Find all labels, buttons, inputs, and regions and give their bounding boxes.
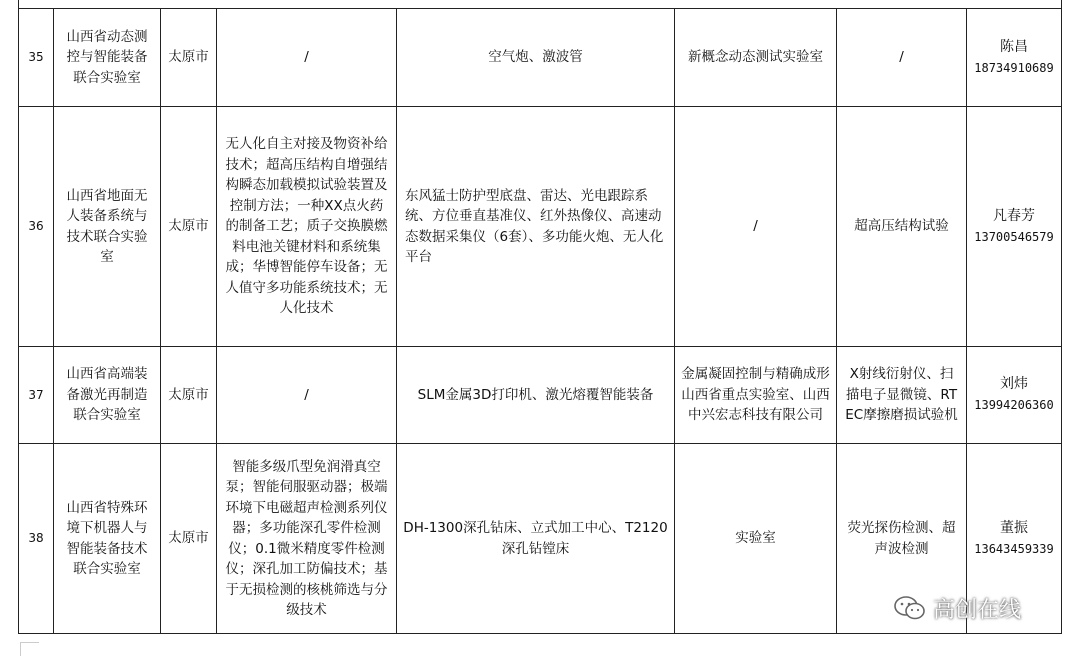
- table-border-top-right: [1061, 0, 1062, 8]
- table-row: [19, 9, 1062, 107]
- contact-name: 董振: [1000, 519, 1028, 536]
- service: X射线衍射仪、扫描电子显微镜、RTEC摩擦磨损试验机: [837, 347, 967, 444]
- equipment: DH-1300深孔钻床、立式加工中心、T2120深孔钻镗床: [397, 444, 675, 634]
- table-row: [19, 107, 1062, 347]
- contact-name: 陈昌: [1000, 38, 1028, 55]
- contact: [967, 9, 1062, 107]
- platform: 金属凝固控制与精确成形山西省重点实验室、山西中兴宏志科技有限公司: [675, 347, 837, 444]
- city: 太原市: [161, 9, 217, 107]
- technology: /: [217, 9, 397, 107]
- lab-name: 山西省特殊环境下机器人与智能装备技术联合实验室: [54, 444, 161, 634]
- lab-name: 山西省高端装备激光再制造联合实验室: [54, 347, 161, 444]
- table-row: [19, 347, 1062, 444]
- service: 荧光探伤检测、超声波检测: [837, 444, 967, 634]
- table-border-top-left: [18, 0, 19, 8]
- technology: 无人化自主对接及物资补给技术；超高压结构自增强结构瞬态加载模拟试验装置及控制方法；一种XX点火药的制备工艺；质子交换膜燃料电池关键材料和系统集成；华博智能停车设备；无人值守多功能系统技术；无人化技术: [217, 107, 397, 347]
- contact: [967, 107, 1062, 347]
- page-corner-mark: [20, 642, 39, 656]
- contact-name: 刘炜: [1000, 376, 1028, 392]
- row-number: 36: [19, 107, 54, 347]
- watermark: [893, 590, 1021, 626]
- platform: 实验室: [675, 444, 837, 634]
- contact: [967, 347, 1062, 444]
- contact-phone: 13643459339: [974, 541, 1054, 556]
- city: 太原市: [161, 347, 217, 444]
- city: 太原市: [161, 444, 217, 634]
- equipment: 东风猛士防护型底盘、雷达、光电跟踪系统、方位垂直基准仪、红外热像仪、高速动态数据采集仪（6套）、多功能火炮、无人化平台: [397, 107, 675, 347]
- equipment: SLM金属3D打印机、激光熔覆智能装备: [397, 347, 675, 444]
- contact-name: 凡春芳: [993, 207, 1035, 224]
- row-number: 35: [19, 9, 54, 107]
- service: 超高压结构试验: [837, 107, 967, 347]
- technology: /: [217, 347, 397, 444]
- lab-name: 山西省动态测控与智能装备联合实验室: [54, 9, 161, 107]
- technology: 智能多级爪型免润滑真空泵；智能伺服驱动器；极端环境下电磁超声检测系列仪器；多功能深孔零件检测仪；0.1微米精度零件检测仪；深孔加工防偏技术；基于无损检测的核桃筛选与分级技术: [217, 444, 397, 634]
- equipment: 空气炮、激波管: [397, 9, 675, 107]
- row-number: 37: [19, 347, 54, 444]
- contact-phone: 13994206360: [974, 398, 1054, 412]
- lab-name: 山西省地面无人装备系统与技术联合实验室: [54, 107, 161, 347]
- platform: /: [675, 107, 837, 347]
- watermark-text: 高创在线: [933, 597, 1022, 623]
- wechat-icon: [893, 595, 927, 621]
- contact-phone: 18734910689: [974, 60, 1054, 75]
- lab-table: [18, 8, 1062, 634]
- contact-phone: 13700546579: [974, 229, 1054, 244]
- platform: 新概念动态测试实验室: [675, 9, 837, 107]
- row-number: 38: [19, 444, 54, 634]
- service: /: [837, 9, 967, 107]
- city: 太原市: [161, 107, 217, 347]
